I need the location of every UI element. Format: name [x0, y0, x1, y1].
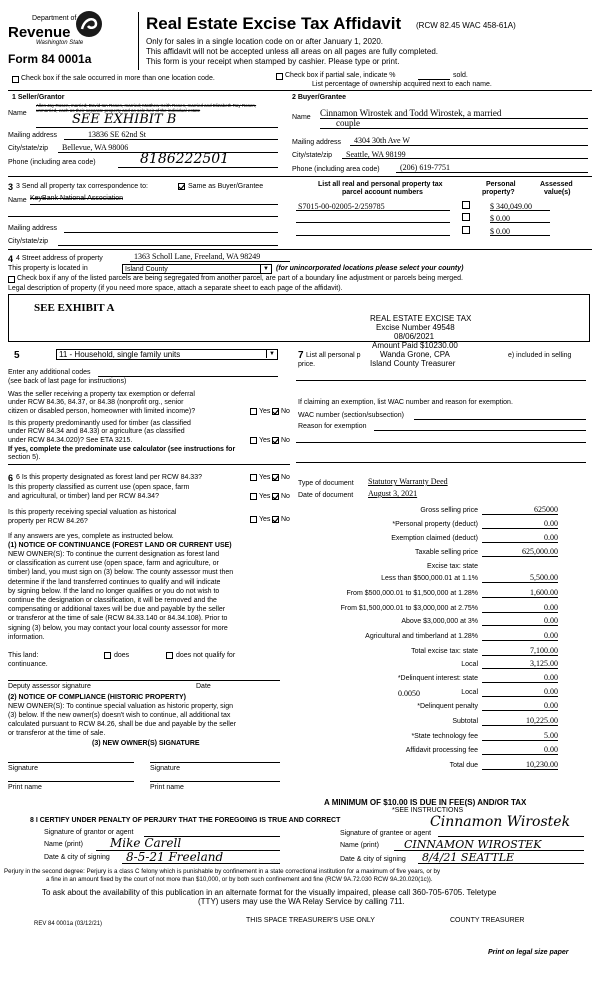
tax-calc-value[interactable]: 0.00 [544, 603, 558, 612]
subtitle-1: Only for sales in a single location code on or after January 1, 2020. [146, 37, 384, 46]
historic-yes-checkbox[interactable] [250, 516, 257, 523]
buyer-phone-label: Phone (including area code) [292, 166, 380, 173]
tax-calc-value[interactable]: 0.00 [544, 701, 558, 710]
segregated-label: Check box if any of the listed parcels are being segregated from another parcel, are part of a boundary line adjustment or parcels being merged. [17, 275, 463, 282]
notice-continuance-line: signing (3) below, you may contact your local county assessor for more [8, 624, 228, 632]
if-yes-line-1: If yes, complete the predominate use calculator (see instructions for [8, 446, 236, 453]
tax-calc-label: Subtotal [452, 718, 478, 725]
new-owner-signature-heading: (3) NEW OWNER(S) SIGNATURE [92, 740, 200, 747]
stamp-line-3: 08/06/2021 [394, 332, 435, 341]
wac-label: WAC number (section/subsection) [298, 412, 404, 419]
assessed-col-header-2: value(s) [544, 189, 571, 196]
forest-yes-checkbox[interactable] [250, 474, 257, 481]
county-select-value: Island County [125, 266, 168, 273]
field-underline [130, 261, 290, 262]
county-treasurer-label: COUNTY TREASURER [450, 917, 525, 924]
field-underline [64, 232, 278, 233]
field-underline [490, 210, 550, 211]
buyer-heading: 2 Buyer/Grantee [292, 94, 347, 101]
alternate-format-line-1: To ask about the availability of this publication in an alternate format for the visually impaired, please call 360-705-6705. Teletype [42, 888, 497, 897]
yes-label: Yes [259, 408, 271, 415]
tax-calc-label: Total due [449, 762, 478, 769]
field-underline [296, 235, 450, 236]
tax-calc-label: From $1,500,000.01 to $3,000,000 at 2.75% [340, 605, 478, 612]
tax-calc-underline [482, 640, 558, 641]
notice-compliance-title: (2) NOTICE OF COMPLIANCE (HISTORIC PROPERTY) [8, 694, 186, 701]
new-owner-print-field-2[interactable] [150, 781, 280, 782]
notice-continuance-line: compensating or additional taxes will be due and payable by the seller [8, 606, 226, 614]
stamp-line-2: Excise Number 49548 [376, 323, 455, 332]
if-yes-line-2: section 5). [8, 454, 41, 461]
buyer-mailing-label: Mailing address [292, 139, 342, 146]
field-underline [438, 836, 584, 837]
tax-calc-value[interactable]: 10,230.00 [526, 760, 558, 769]
seller-name-value[interactable]: Allen Jay Rosen, married; David Ian Rosen, married; Matthew Keith Rosen, married and Elizabeth Ray Rosen, unmarried, each as their separate property and as sole heir of the individual estate [36, 103, 257, 113]
field-underline [296, 462, 586, 463]
multi-location-checkbox[interactable] [12, 76, 19, 83]
tax-calc-underline [482, 668, 558, 669]
grantee-name-value[interactable]: CINNAMON WIROSTEK [404, 838, 542, 851]
notice-continuance-line: or classification as current use (open space, farm and agriculture, or [8, 560, 219, 568]
field-underline [490, 235, 550, 236]
yes-label: Yes [259, 437, 271, 444]
current-use-yes-checkbox[interactable] [250, 493, 257, 500]
field-underline [64, 139, 278, 140]
field-underline [296, 222, 450, 223]
seller-phone-value[interactable]: 8186222501 [140, 151, 230, 167]
no-label: No [281, 493, 290, 500]
grantee-date-value[interactable]: 8/4/21 SEATTLE [422, 851, 515, 864]
treasurer-use-label: THIS SPACE TREASURER'S USE ONLY [246, 917, 375, 924]
tax-calc-underline [482, 556, 558, 557]
form-title: Real Estate Excise Tax Affidavit [146, 14, 402, 33]
grantor-signature-label: Signature of grantor or agent [44, 829, 134, 836]
assessed-value[interactable]: $ 0.00 [490, 214, 510, 223]
new-owner-print-label-2: Print name [150, 784, 184, 791]
tax-calc-value[interactable]: 0.00 [544, 533, 558, 542]
price-label: price. [298, 361, 316, 368]
stamp-line-6: Island County Treasurer [370, 359, 456, 368]
field-underline [296, 442, 586, 443]
does-label: does [114, 652, 130, 659]
subtitle-2: This affidavit will not be accepted unless all areas on all pages are fully completed. [146, 47, 439, 56]
revenue-label: Revenue [8, 24, 71, 41]
grantor-date-value[interactable]: 8-5-21 Freeland [126, 850, 224, 864]
no-label: No [281, 474, 290, 481]
tax-calc-label: Excise tax: state [427, 563, 478, 570]
tax-calc-value[interactable]: 0.00 [544, 673, 558, 682]
exemption-q-line-3: citizen or disabled person, homeowner with limited income)? [8, 408, 196, 415]
alternate-format-line-2: (TTY) users may use the WA Relay Service by calling 711. [198, 897, 405, 906]
field-underline [30, 204, 278, 205]
field-underline [8, 216, 278, 217]
deputy-signature-field[interactable] [8, 680, 280, 681]
seller-name-underline [36, 127, 278, 128]
new-owner-signature-label: Signature [8, 765, 38, 772]
chevron-down-icon: ▼ [266, 350, 277, 358]
tax-calc-value[interactable]: 0.00 [544, 519, 558, 528]
included-label: e) included in selling [508, 352, 572, 359]
doc-type-label: Type of document [298, 480, 354, 487]
if-any-yes-note: If any answers are yes, complete as instructed below. [8, 533, 174, 540]
current-use-q-line-2: and agricultural, or timber) land per RCW 84.34? [8, 493, 159, 500]
tax-calc-underline [482, 625, 558, 626]
tax-calc-underline [482, 655, 558, 656]
tax-calc-underline [482, 754, 558, 755]
yes-label: Yes [259, 516, 271, 523]
subtitle-3: This form is your receipt when stamped by cashier. Please type or print. [146, 57, 400, 66]
list-personal-label: List all personal p [306, 352, 361, 359]
deputy-signature-label: Deputy assessor signature [8, 683, 91, 690]
notice-continuance-line: by signing below. If the land no longer qualifies or you do not wish to [8, 587, 220, 595]
tax-calc-label: Gross selling price [420, 507, 478, 514]
doc-date-value[interactable]: August 3, 2021 [368, 489, 418, 498]
seller-phone-label: Phone (including area code) [8, 159, 96, 166]
tax-calc-underline [482, 582, 558, 583]
no-label: No [281, 437, 290, 444]
deputy-date-label: Date [196, 683, 211, 690]
exemption-instruction: If claiming an exemption, list WAC number and reason for exemption. [298, 399, 513, 406]
chevron-down-icon: ▼ [260, 265, 271, 273]
tax-calc-underline [482, 542, 558, 543]
field-underline [118, 167, 278, 168]
tax-calc-label: Agricultural and timberland at 1.28% [365, 633, 478, 640]
legal-size-note: Print on legal size paper [488, 949, 569, 956]
land-use-value: 11 - Household, single family units [59, 350, 181, 359]
reason-field[interactable] [374, 430, 586, 431]
tax-calc-value[interactable]: 625000 [534, 505, 558, 514]
seller-city-value[interactable]: Bellevue, WA 98006 [62, 143, 129, 152]
correspondence-label: 3 Send all property tax correspondence to: [16, 183, 148, 190]
does-not-label: does not qualify for [176, 652, 236, 659]
local-rate-value[interactable]: 0.0050 [398, 689, 420, 698]
new-owner-signature-field-2[interactable] [150, 762, 280, 763]
segregated-checkbox[interactable] [8, 276, 15, 283]
divider [8, 90, 592, 91]
buyer-name-value-2: couple [336, 118, 360, 128]
unincorporated-note: (for unincorporated locations please select your county) [276, 265, 464, 272]
section-3-number: 3 [8, 182, 14, 192]
seller-see-exhibit: SEE EXHIBIT B [72, 112, 177, 127]
exemption-yes-checkbox[interactable] [250, 408, 257, 415]
tax-calc-underline [482, 597, 558, 598]
seller-name-label: Name [8, 110, 27, 117]
minimum-due-note: A MINIMUM OF $10.00 IS DUE IN FEE(S) AND/OR TAX [324, 798, 527, 807]
forest-no-checkbox[interactable] [272, 474, 279, 481]
located-in-label: This property is located in [8, 265, 88, 272]
parcel-number[interactable]: S7015-00-02005-2/259785 [298, 202, 385, 211]
parcel-col-header-2: parcel account numbers [342, 189, 423, 196]
field-underline [320, 118, 588, 119]
wa-swirl-icon [76, 11, 102, 37]
field-underline [296, 380, 586, 381]
field-underline [418, 863, 584, 864]
tax-calc-label: *Personal property (deduct) [392, 521, 478, 528]
see-back-note: (see back of last page for instructions) [8, 378, 127, 385]
tax-calc-label: Exemption claimed (deduct) [391, 535, 478, 542]
perjury-line-1: Perjury in the second degree: Perjury is a class C felony which is punishable by confinement in a state correctional institution for a maximum of five years, or by [4, 868, 441, 875]
personal-property-checkbox[interactable] [462, 226, 470, 234]
additional-codes-field[interactable] [98, 376, 278, 377]
grantor-name-value[interactable]: Mike Carell [110, 836, 182, 850]
yes-label: Yes [259, 493, 271, 500]
tax-calc-value[interactable]: 5,500.00 [530, 573, 558, 582]
same-as-buyer-label: Same as Buyer/Grantee [188, 183, 264, 190]
new-owner-print-label: Print name [8, 784, 42, 791]
perjury-line-2: a fine in an amount fixed by the court of not more than $10,000, or by both such confinement and fine (RCW 9A.72.030 RCW 9A.20.020(1c)). [46, 876, 433, 883]
land-does-not-checkbox[interactable] [166, 652, 173, 659]
tax-calc-value[interactable]: 0.00 [544, 687, 558, 696]
correspondence-name-value[interactable]: KeyBank National Association [30, 195, 123, 202]
forest-q-text: 6 Is this property designated as forest land per RCW 84.33? [16, 474, 202, 481]
no-label: No [281, 516, 290, 523]
seller-city-label: City/state/zip [8, 145, 49, 152]
seller-heading: 1 Seller/Grantor [12, 94, 65, 101]
timber-q-line-1: Is this property predominantly used for timber (as classified [8, 420, 191, 427]
buyer-name-label: Name [292, 114, 311, 121]
historic-q-line-2: property per RCW 84.26? [8, 518, 88, 525]
reason-label: Reason for exemption [298, 423, 367, 430]
tax-calc-label: *State technology fee [411, 733, 478, 740]
field-underline [296, 210, 450, 211]
exemption-q-line-2: under RCW 84.36, 84.37, or 84.38 (nonprofit org., senior [8, 399, 184, 406]
tax-calc-underline [482, 682, 558, 683]
buyer-phone-value[interactable]: (206) 619-7751 [400, 163, 450, 172]
notice-compliance-line: (3) below. If the new owner(s) doesn't wish to continue, all additional tax [8, 712, 231, 719]
yes-label: Yes [259, 474, 271, 481]
timber-q-line-3: under RCW 84.34.020)? See ETA 3215. [8, 437, 133, 444]
personal-col-header-2: property? [482, 189, 515, 196]
correspondence-name-label: Name [8, 197, 27, 204]
grantor-date-label: Date & city of signing [44, 854, 110, 861]
partial-sale-label: Check box if partial sale, indicate % [285, 72, 396, 79]
form-number: Form 84 0001a [8, 52, 92, 66]
assessed-value[interactable]: $ 340,049.00 [490, 202, 532, 211]
correspondence-heading [8, 182, 13, 192]
additional-codes-label: Enter any additional codes [8, 369, 91, 376]
correspondence-city-label: City/state/zip [8, 238, 49, 245]
section-7-number: 7 [298, 350, 304, 361]
field-underline [350, 145, 588, 146]
seller-mailing-value[interactable]: 13836 SE 62nd St [88, 130, 147, 139]
assessed-value[interactable]: $ 0.00 [490, 227, 510, 236]
street-address-value[interactable]: 1363 Scholl Lane, Freeland, WA 98249 [134, 252, 261, 261]
tax-calc-label: Above $3,000,000 at 3% [401, 618, 478, 625]
header-divider [138, 12, 139, 70]
field-underline [58, 245, 278, 246]
notice-continuance-line: timber) land, you must sign on (3) below. The county assessor must then [8, 569, 234, 577]
field-underline [320, 128, 588, 129]
tax-calc-label: From $500,000.01 to $1,500,000 at 1.28% [346, 590, 478, 597]
tax-calc-underline [482, 528, 558, 529]
notice-continuance-line: NEW OWNER(S): To continue the current designation as forest land [8, 551, 220, 558]
tax-calc-underline [482, 710, 558, 711]
notice-continuance-line: determine if the land transferred continues to qualify and will indicate [8, 578, 221, 586]
tax-calc-value[interactable]: 1,600.00 [530, 588, 558, 597]
rcw-reference: (RCW 82.45 WAC 458-61A) [416, 21, 516, 30]
new-owner-print-field[interactable] [8, 781, 134, 782]
personal-property-checkbox[interactable] [462, 201, 470, 209]
timber-yes-checkbox[interactable] [250, 437, 257, 444]
stamp-line-4: Amount Paid $10230.00 [372, 341, 458, 350]
tax-calc-value[interactable]: 0.00 [544, 616, 558, 625]
tax-calc-value[interactable]: 10,225.00 [526, 716, 558, 725]
notice-compliance-line: NEW OWNER(S): To continue special valuation as historic property, sign [8, 703, 233, 710]
historic-no-checkbox[interactable] [272, 516, 279, 523]
timber-q-line-2: under RCW 84.34 and 84.33) or agriculture (as classified [8, 428, 185, 435]
personal-property-checkbox[interactable] [462, 213, 470, 221]
same-as-buyer-checkbox[interactable] [178, 183, 185, 190]
field-underline [122, 863, 280, 864]
field-underline [396, 172, 588, 173]
historic-q-line-1: Is this property receiving special valuation as historical [8, 509, 177, 516]
section-6-number: 6 [8, 473, 14, 483]
grantee-signature-value[interactable]: Cinnamon Wirostek [430, 814, 571, 830]
current-use-q-line-1: Is this property classified as current use (open space, farm [8, 484, 190, 491]
tax-calc-value[interactable]: 625,000.00 [522, 547, 558, 556]
field-underline [490, 222, 550, 223]
tax-calc-value[interactable]: 5.00 [544, 731, 558, 740]
tax-calc-underline [482, 514, 558, 515]
wac-field[interactable] [414, 419, 586, 420]
revision-code: REV 84 0001a (03/12/21) [34, 921, 103, 927]
new-owner-signature-label-2: Signature [150, 765, 180, 772]
stamp-line-5: Wanda Grone, CPA [380, 350, 450, 359]
grantee-name-label: Name (print) [340, 842, 379, 849]
tax-calc-label: Total excise tax: state [411, 648, 478, 655]
no-label: No [281, 408, 290, 415]
tax-calc-label: Taxable selling price [414, 549, 478, 556]
partial-sale-checkbox[interactable] [276, 73, 283, 80]
section-4-number: 4 [8, 254, 14, 264]
tax-calc-underline [482, 769, 558, 770]
land-does-checkbox[interactable] [104, 652, 111, 659]
certify-statement: 8 I CERTIFY UNDER PENALTY OF PERJURY THAT THE FOREGOING IS TRUE AND CORRECT [30, 817, 341, 824]
notice-continuance-line: or transferor at the time of sale (RCW 84.33.140 or 84.34.108). Prior to [8, 615, 228, 623]
tax-calc-value[interactable]: 3,125.00 [530, 659, 558, 668]
buyer-city-label: City/state/zip [292, 152, 333, 159]
parcel-col-header: List all real and personal property tax [318, 181, 443, 188]
notice-compliance-line: calculated pursuant to RCW 84.26, shall be due and payable by the seller [8, 721, 237, 728]
washington-state-label: Washington State [36, 40, 84, 46]
section-5-number: 5 [14, 350, 20, 361]
personal-col-header: Personal [486, 181, 516, 188]
multi-location-label: Check box if the sale occurred in more than one location code. [21, 75, 215, 82]
doc-type-value[interactable]: Statutory Warranty Deed [368, 477, 448, 486]
assessed-col-header: Assessed [540, 181, 573, 188]
legal-description-label: Legal description of property (if you need more space, attach a separate sheet to each page of the affidavit). [8, 285, 343, 292]
doc-date-label: Date of document [298, 492, 354, 499]
tax-calc-label: *Delinquent interest: state [397, 675, 478, 682]
tax-calc-underline [482, 612, 558, 613]
tax-calc-label: Less than $500,000.01 at 1.1% [381, 575, 478, 582]
legal-description-value: SEE EXHIBIT A [34, 302, 115, 314]
county-select[interactable] [122, 264, 272, 274]
stamp-line-1: REAL ESTATE EXCISE TAX [370, 314, 472, 323]
see-instructions-note: *SEE INSTRUCTIONS [392, 807, 464, 814]
land-use-select[interactable] [56, 349, 278, 360]
tax-calc-label: Local [461, 661, 478, 668]
exemption-no-checkbox[interactable] [272, 408, 279, 415]
tax-calc-underline [482, 725, 558, 726]
tax-calc-label: Local [461, 689, 478, 696]
timber-no-checkbox[interactable] [272, 437, 279, 444]
notice-continuance-line: continue the designation or classification, it will be removed and the [8, 597, 217, 604]
new-owner-signature-field[interactable] [8, 762, 134, 763]
this-land-label: This land: [8, 652, 39, 659]
tax-calc-value[interactable]: 0.00 [544, 631, 558, 640]
partial-sale-percent-field[interactable] [418, 79, 450, 80]
exemption-q-line-1: Was the seller receiving a property tax exemption or deferral [8, 391, 195, 398]
grantor-name-label: Name (print) [44, 841, 83, 848]
grantee-date-label: Date & city of signing [340, 856, 406, 863]
tax-calc-value[interactable]: 7,100.00 [530, 646, 558, 655]
continuance-label: continuance. [8, 661, 48, 668]
forest-q [8, 473, 13, 483]
divider [8, 249, 592, 250]
street-address-label [8, 254, 13, 264]
sold-label: sold. [453, 72, 468, 79]
buyer-mailing-value[interactable]: 4304 30th Ave W [354, 136, 410, 145]
notice-continuance-title: (1) NOTICE OF CONTINUANCE (FOREST LAND OR CURRENT USE) [8, 542, 232, 549]
correspondence-mailing-label: Mailing address [8, 225, 58, 232]
tax-calc-label: *Delinquent penalty [417, 703, 478, 710]
divider [8, 176, 592, 177]
tax-calc-value[interactable]: 0.00 [544, 745, 558, 754]
notice-compliance-line: or transferor at the time of sale. [8, 730, 106, 737]
grantee-signature-label: Signature of grantee or agent [340, 830, 432, 837]
divider [8, 464, 290, 465]
ownership-pct-note: List percentage of ownership acquired next to each name. [312, 81, 492, 88]
buyer-name-value[interactable]: Cinnamon Wirostek and Todd Wirostek, a married [320, 108, 502, 118]
current-use-no-checkbox[interactable] [272, 493, 279, 500]
buyer-city-value[interactable]: Seattle, WA 98199 [346, 150, 406, 159]
tax-calc-underline [482, 696, 558, 697]
dept-of-label: Department of [32, 15, 77, 22]
street-address-text: 4 Street address of property [16, 255, 103, 262]
tax-calc-label: Affidavit processing fee [405, 747, 478, 754]
field-underline [342, 158, 588, 159]
notice-continuance-line: information. [8, 633, 45, 641]
tax-calc-underline [482, 740, 558, 741]
seller-mailing-label: Mailing address [8, 132, 58, 139]
